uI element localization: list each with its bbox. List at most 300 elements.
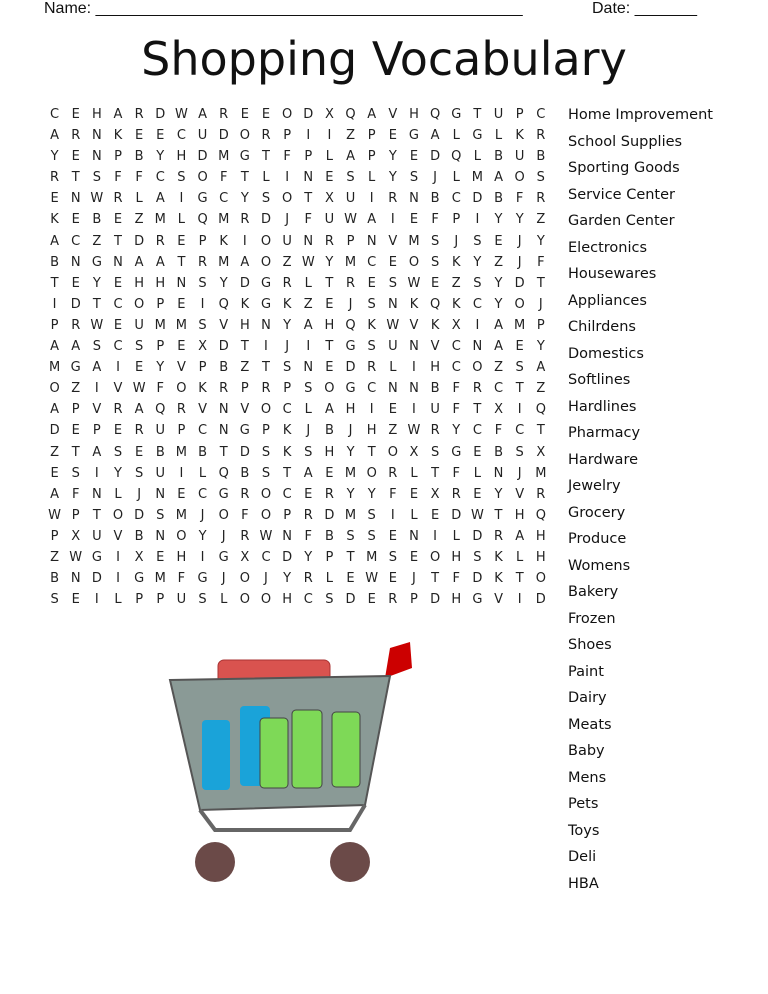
grid-letter: A xyxy=(346,149,355,165)
grid-letter: Q xyxy=(197,212,208,228)
grid-letter: E xyxy=(346,571,355,587)
grid-letter: B xyxy=(134,528,144,544)
grid-letter: K xyxy=(494,571,503,587)
grid-letter: Z xyxy=(346,128,355,144)
grid-letter: X xyxy=(198,339,207,355)
grid-letter: Z xyxy=(92,233,102,249)
grid-letter: U xyxy=(388,339,398,355)
grid-letter: D xyxy=(282,549,293,565)
grid-letter: K xyxy=(219,233,228,249)
grid-letter: E xyxy=(177,339,186,355)
grid-letter: U xyxy=(155,465,166,481)
grid-letter: L xyxy=(452,170,460,186)
grid-letter: G xyxy=(197,571,208,587)
grid-letter: J xyxy=(433,170,438,186)
grid-letter: H xyxy=(451,549,462,565)
grid-letter: L xyxy=(325,571,334,587)
grid-letter: S xyxy=(430,233,440,249)
grid-letter: P xyxy=(410,592,418,608)
grid-letter: T xyxy=(473,402,482,418)
word-list-item: Chilrdens xyxy=(568,319,636,335)
grid-letter: R xyxy=(240,486,250,502)
grid-letter: O xyxy=(260,402,272,418)
grid-letter: X xyxy=(71,528,81,544)
grid-letter: I xyxy=(369,402,374,418)
grid-letter: R xyxy=(71,317,81,333)
grid-letter: S xyxy=(367,339,376,355)
grid-letter: L xyxy=(473,465,481,481)
grid-letter: B xyxy=(92,212,102,228)
grid-letter: D xyxy=(134,507,145,523)
word-list-item: Garden Center xyxy=(568,213,675,229)
grid-letter: W xyxy=(301,254,315,270)
grid-letter: O xyxy=(176,381,187,397)
grid-letter: F xyxy=(156,381,165,397)
grid-letter: D xyxy=(324,507,335,523)
grid-letter: N xyxy=(303,233,314,249)
grid-letter: N xyxy=(409,339,419,355)
grid-letter: O xyxy=(324,381,335,397)
grid-letter: L xyxy=(516,549,524,565)
grid-letter: D xyxy=(155,107,166,122)
grid-letter: Y xyxy=(240,191,249,207)
grid-letter: C xyxy=(176,128,186,144)
grid-letter: E xyxy=(113,212,123,228)
grid-letter: O xyxy=(514,170,525,186)
grid-letter: A xyxy=(50,486,60,502)
grid-letter: P xyxy=(114,149,122,165)
grid-letter: Y xyxy=(515,212,524,228)
grid-letter: I xyxy=(116,549,120,565)
grid-letter: I xyxy=(94,592,99,608)
grid-letter: S xyxy=(388,549,397,565)
grid-letter: Y xyxy=(114,465,122,481)
grid-letter: I xyxy=(327,128,332,144)
word-list-item: Paint xyxy=(568,663,604,680)
grid-letter: E xyxy=(325,170,334,186)
grid-letter: B xyxy=(536,149,546,165)
grid-letter: H xyxy=(176,149,187,165)
grid-letter: H xyxy=(514,507,525,523)
grid-letter: A xyxy=(536,360,546,376)
grid-letter: U xyxy=(134,317,144,333)
grid-letter: W xyxy=(407,423,421,439)
grid-letter: A xyxy=(367,107,377,122)
grid-letter: M xyxy=(154,571,166,587)
grid-letter: B xyxy=(219,360,229,376)
grid-letter: K xyxy=(494,549,503,565)
grid-letter: R xyxy=(155,233,165,249)
grid-letter: P xyxy=(71,402,80,418)
grid-letter: E xyxy=(367,592,376,608)
grid-letter: P xyxy=(367,128,376,144)
grid-letter: Y xyxy=(156,149,165,165)
grid-letter: F xyxy=(219,170,228,186)
grid-letter: E xyxy=(156,128,165,144)
grid-letter: Y xyxy=(198,528,207,544)
grid-letter: U xyxy=(282,233,292,249)
grid-letter: O xyxy=(387,444,398,460)
grid-letter: J xyxy=(137,486,142,502)
grid-letter: L xyxy=(494,128,503,144)
grid-letter: I xyxy=(179,465,184,481)
grid-letter: I xyxy=(264,339,268,355)
grid-letter: E xyxy=(113,317,123,333)
grid-letter: R xyxy=(303,507,313,523)
grid-letter: G xyxy=(91,549,102,565)
grid-letter: N xyxy=(155,486,166,502)
grid-letter: C xyxy=(367,254,377,270)
grid-letter: S xyxy=(71,465,80,481)
grid-letter: M xyxy=(154,317,166,333)
grid-letter: L xyxy=(304,402,312,418)
grid-letter: Z xyxy=(303,296,313,312)
grid-letter: O xyxy=(134,296,145,312)
grid-letter: C xyxy=(282,486,292,502)
grid-letter: T xyxy=(536,275,545,291)
grid-letter: H xyxy=(324,444,335,460)
grid-letter: V xyxy=(92,402,102,418)
grid-letter: N xyxy=(282,528,292,544)
grid-letter: N xyxy=(91,149,102,165)
grid-letter: M xyxy=(535,465,547,481)
grid-letter: S xyxy=(473,233,482,249)
grid-letter: I xyxy=(390,212,395,228)
grid-letter: A xyxy=(134,254,144,270)
grid-letter: Q xyxy=(345,107,356,122)
grid-letter: D xyxy=(472,528,483,544)
grid-letter: D xyxy=(218,339,229,355)
grid-letter: S xyxy=(261,191,271,207)
grid-letter: Y xyxy=(283,317,292,333)
grid-letter: P xyxy=(92,423,101,439)
grid-letter: S xyxy=(156,507,165,523)
grid-letter: P xyxy=(325,549,334,565)
grid-letter: I xyxy=(306,339,311,355)
grid-letter: E xyxy=(156,549,165,565)
grid-letter: R xyxy=(261,128,271,144)
grid-letter: C xyxy=(113,296,123,312)
word-list-item: Hardlines xyxy=(568,398,637,415)
grid-letter: E xyxy=(71,149,80,165)
grid-letter: E xyxy=(388,571,397,587)
cart-item-green xyxy=(332,712,360,787)
grid-letter: Z xyxy=(536,381,546,397)
grid-letter: E xyxy=(71,212,80,228)
grid-letter: P xyxy=(304,149,313,165)
grid-letter: L xyxy=(198,465,207,481)
grid-letter: Z xyxy=(282,254,292,270)
grid-letter: E xyxy=(113,275,123,291)
grid-letter: D xyxy=(472,571,483,587)
grid-letter: E xyxy=(515,339,524,355)
grid-letter: U xyxy=(176,592,187,608)
grid-letter: F xyxy=(431,212,439,228)
date-field-label: Date: _______ xyxy=(592,0,697,17)
grid-letter: Z xyxy=(536,212,546,228)
grid-letter: O xyxy=(366,465,377,481)
grid-letter: H xyxy=(345,402,356,418)
shopping-cart-image xyxy=(160,640,430,890)
grid-letter: C xyxy=(451,191,461,207)
grid-letter: U xyxy=(324,212,335,228)
grid-letter: S xyxy=(198,592,207,608)
grid-letter: F xyxy=(283,149,291,165)
grid-letter: K xyxy=(198,381,207,397)
word-list-item: Produce xyxy=(568,531,627,547)
grid-letter: P xyxy=(50,317,59,333)
grid-letter: D xyxy=(239,275,250,291)
grid-letter: M xyxy=(218,212,230,228)
grid-letter: Y xyxy=(346,444,355,460)
grid-letter: P xyxy=(156,296,165,312)
grid-letter: G xyxy=(260,275,272,291)
grid-letter: B xyxy=(494,444,503,460)
grid-letter: V xyxy=(515,486,525,502)
grid-letter: T xyxy=(71,170,80,186)
grid-letter: T xyxy=(177,254,186,270)
grid-letter: O xyxy=(472,360,483,376)
grid-letter: K xyxy=(113,128,123,144)
grid-letter: C xyxy=(472,423,482,439)
grid-letter: O xyxy=(260,233,272,249)
grid-letter: F xyxy=(452,402,460,418)
grid-letter: L xyxy=(135,191,143,207)
grid-letter: F xyxy=(452,381,460,397)
grid-letter: J xyxy=(348,423,353,439)
grid-letter: R xyxy=(240,528,250,544)
grid-letter: D xyxy=(134,233,145,249)
grid-letter: B xyxy=(324,423,334,439)
grid-letter: M xyxy=(344,254,357,270)
grid-letter: C xyxy=(198,423,208,439)
grid-letter: E xyxy=(240,107,249,122)
grid-letter: T xyxy=(515,571,524,587)
cart-handle xyxy=(385,642,412,678)
grid-letter: N xyxy=(303,360,314,376)
grid-letter: A xyxy=(92,444,102,460)
grid-letter: M xyxy=(514,317,526,333)
grid-letter: I xyxy=(369,191,374,207)
grid-letter: A xyxy=(50,128,60,144)
grid-letter: Y xyxy=(388,149,397,165)
grid-letter: I xyxy=(242,233,247,249)
grid-letter: H xyxy=(430,360,440,376)
grid-letter: R xyxy=(176,402,186,418)
grid-letter: V xyxy=(219,317,229,333)
grid-letter: R xyxy=(324,486,334,502)
grid-letter: I xyxy=(306,128,311,144)
grid-letter: K xyxy=(50,212,59,228)
grid-letter: S xyxy=(177,170,186,186)
grid-letter: T xyxy=(262,360,270,376)
grid-letter: M xyxy=(471,170,483,186)
grid-letter: B xyxy=(198,444,208,460)
grid-letter: Y xyxy=(536,233,545,249)
grid-letter: S xyxy=(261,465,271,481)
grid-letter: E xyxy=(388,402,397,418)
grid-letter: I xyxy=(52,296,57,312)
grid-letter: N xyxy=(303,170,314,186)
grid-letter: Y xyxy=(536,339,545,355)
grid-letter: A xyxy=(430,128,440,144)
grid-letter: L xyxy=(220,592,228,608)
grid-letter: O xyxy=(176,528,187,544)
grid-letter: N xyxy=(387,296,398,312)
grid-letter: W xyxy=(470,507,484,523)
grid-letter: Y xyxy=(219,275,228,291)
grid-letter: E xyxy=(177,486,186,502)
grid-letter: V xyxy=(430,339,440,355)
grid-letter: P xyxy=(536,317,545,333)
grid-letter: O xyxy=(282,191,293,207)
grid-letter: V xyxy=(240,402,250,418)
grid-letter: F xyxy=(114,170,122,186)
grid-letter: D xyxy=(514,275,525,291)
grid-letter: F xyxy=(135,170,143,186)
grid-letter: Q xyxy=(535,507,546,523)
grid-letter: A xyxy=(303,465,313,481)
word-list-item: Hardware xyxy=(568,451,639,468)
grid-letter: Q xyxy=(218,296,229,312)
grid-letter: G xyxy=(345,339,356,355)
grid-letter: F xyxy=(494,423,503,439)
grid-letter: F xyxy=(71,486,80,502)
grid-letter: B xyxy=(134,149,144,165)
grid-letter: E xyxy=(473,486,482,502)
grid-letter: M xyxy=(218,149,230,165)
grid-letter: L xyxy=(410,465,418,481)
grid-letter: J xyxy=(221,528,226,544)
grid-letter: N xyxy=(366,233,377,249)
grid-letter: G xyxy=(218,549,229,565)
grid-letter: D xyxy=(430,592,441,608)
grid-letter: C xyxy=(113,339,123,355)
grid-letter: E xyxy=(409,149,419,165)
grid-letter: D xyxy=(197,149,208,165)
word-list-item: Baby xyxy=(568,743,605,759)
grid-letter: I xyxy=(475,317,480,333)
grid-letter: I xyxy=(433,528,438,544)
grid-letter: J xyxy=(454,233,459,249)
grid-letter: I xyxy=(94,381,99,397)
grid-letter: C xyxy=(493,381,504,397)
grid-letter: S xyxy=(367,507,376,523)
grid-letter: V xyxy=(409,317,419,333)
grid-letter: M xyxy=(154,212,166,228)
grid-letter: N xyxy=(70,191,81,207)
grid-letter: G xyxy=(70,360,81,376)
grid-letter: L xyxy=(304,275,312,291)
grid-letter: L xyxy=(452,128,460,144)
grid-letter: M xyxy=(344,465,357,481)
grid-letter: W xyxy=(90,191,104,207)
grid-letter: P xyxy=(452,212,461,228)
grid-letter: H xyxy=(409,107,419,122)
grid-letter: E xyxy=(473,444,482,460)
grid-letter: E xyxy=(135,360,144,376)
grid-letter: Z xyxy=(494,254,503,270)
grid-letter: G xyxy=(197,191,208,207)
grid-letter: Q xyxy=(218,465,229,481)
grid-letter: A xyxy=(367,212,377,228)
grid-letter: H xyxy=(239,317,250,333)
grid-letter: A xyxy=(155,191,165,207)
word-list-item: Softlines xyxy=(568,372,631,388)
grid-letter: W xyxy=(48,507,61,523)
grid-letter: R xyxy=(367,360,377,376)
grid-letter: G xyxy=(134,571,145,587)
grid-letter: U xyxy=(430,402,440,418)
grid-letter: K xyxy=(409,296,419,312)
grid-letter: V xyxy=(113,528,123,544)
grid-letter: J xyxy=(264,571,268,587)
grid-letter: L xyxy=(410,507,418,523)
grid-letter: R xyxy=(113,191,123,207)
grid-letter: C xyxy=(536,107,546,122)
grid-letter: P xyxy=(240,381,249,397)
grid-letter: K xyxy=(451,254,461,270)
grid-letter: I xyxy=(475,212,480,228)
grid-letter: G xyxy=(451,444,462,460)
grid-letter: D xyxy=(430,149,441,165)
grid-letter: W xyxy=(259,528,273,544)
grid-letter: A xyxy=(198,107,207,122)
grid-letter: G xyxy=(239,423,250,439)
grid-letter: W xyxy=(90,317,104,333)
grid-letter: I xyxy=(179,191,184,207)
grid-letter: J xyxy=(285,212,290,228)
grid-letter: Z xyxy=(494,360,503,376)
grid-letter: T xyxy=(240,339,249,355)
grid-letter: B xyxy=(494,191,503,207)
grid-letter: H xyxy=(282,592,292,608)
grid-letter: S xyxy=(304,381,313,397)
word-list-item: Meats xyxy=(568,716,612,733)
grid-letter: S xyxy=(409,170,419,186)
grid-letter: G xyxy=(91,254,102,270)
grid-letter: E xyxy=(409,549,419,565)
grid-letter: J xyxy=(285,339,290,355)
grid-letter: X xyxy=(240,549,250,565)
grid-letter: A xyxy=(494,339,503,355)
grid-letter: J xyxy=(200,507,205,523)
grid-letter: T xyxy=(71,444,80,460)
word-list-item: Appliances xyxy=(568,292,647,309)
grid-letter: R xyxy=(388,465,398,481)
grid-letter: S xyxy=(536,170,545,186)
grid-letter: S xyxy=(198,275,207,291)
grid-letter: R xyxy=(388,191,398,207)
grid-letter: E xyxy=(388,128,397,144)
grid-letter: Q xyxy=(429,107,441,122)
grid-letter: Z xyxy=(388,423,398,439)
grid-letter: Z xyxy=(451,275,461,291)
grid-letter: R xyxy=(451,486,461,502)
word-list-item: Mens xyxy=(568,769,607,786)
grid-letter: X xyxy=(324,191,334,207)
grid-letter: D xyxy=(472,191,483,207)
word-list-item: Dairy xyxy=(568,690,607,706)
cart-item-blue xyxy=(202,720,230,790)
grid-letter: R xyxy=(240,212,250,228)
grid-letter: E xyxy=(325,465,334,481)
grid-letter: R xyxy=(388,592,398,608)
grid-letter: M xyxy=(218,254,230,270)
grid-letter: D xyxy=(260,212,271,228)
word-list-item: Frozen xyxy=(568,610,616,627)
grid-letter: Z xyxy=(50,549,60,565)
